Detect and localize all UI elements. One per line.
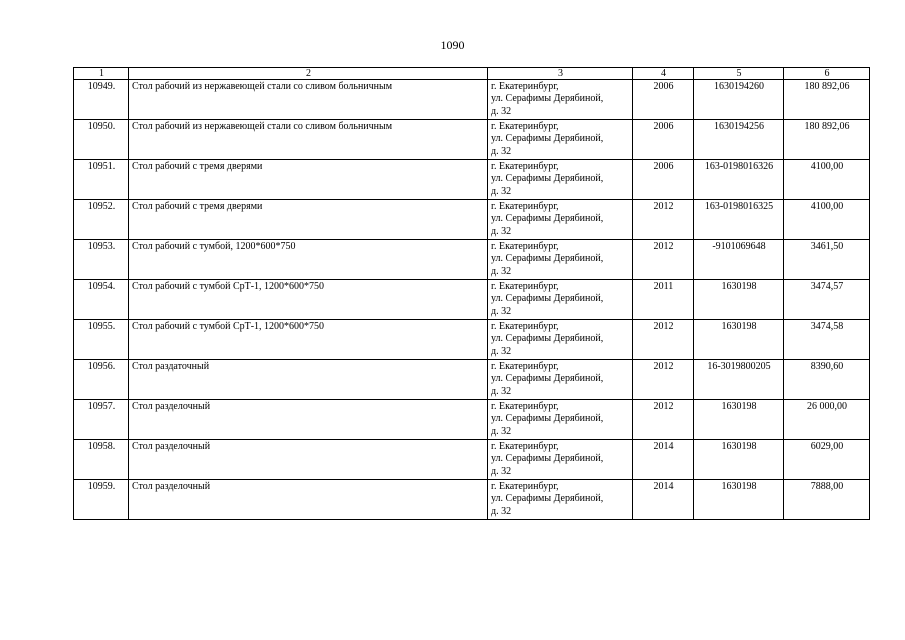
table-body	[74, 80, 870, 520]
cost-cell: 6029,00	[784, 440, 870, 480]
address-line: д. 32	[491, 305, 512, 317]
row-number-cell: 10952.	[74, 200, 129, 240]
address-line: д. 32	[491, 425, 512, 437]
address-cell	[488, 80, 633, 120]
cost-cell: 3474,57	[784, 280, 870, 320]
inventory-number-cell: 1630198	[694, 480, 784, 520]
address-line: ул. Серафимы Дерябиной,	[491, 373, 604, 385]
cost-cell: 26 000,00	[784, 400, 870, 440]
item-name-cell: Стол рабочий из нержавеющей стали со сливом больничным	[129, 120, 488, 160]
table-row	[74, 480, 870, 520]
year-cell: 2006	[633, 120, 694, 160]
address-line: ул. Серафимы Дерябиной,	[491, 493, 604, 505]
cost-cell: 4100,00	[784, 160, 870, 200]
address-line: г. Екатеринбург,	[491, 241, 559, 252]
address-line: г. Екатеринбург,	[491, 201, 559, 212]
inventory-number-cell: -9101069648	[694, 240, 784, 280]
row-number-cell: 10957.	[74, 400, 129, 440]
address-line: ул. Серафимы Дерябиной,	[491, 173, 604, 185]
item-name-cell: Стол рабочий с тумбой, 1200*600*750	[129, 240, 488, 280]
row-number-cell: 10956.	[74, 360, 129, 400]
inventory-number-cell: 1630194260	[694, 80, 784, 120]
inventory-number-cell: 1630198	[694, 440, 784, 480]
item-name-cell: Стол разделочный	[129, 480, 488, 520]
row-number-cell: 10950.	[74, 120, 129, 160]
property-registry-table	[73, 67, 870, 520]
address-line: ул. Серафимы Дерябиной,	[491, 333, 604, 345]
table-header-row	[74, 68, 870, 80]
table-row	[74, 320, 870, 360]
year-cell: 2014	[633, 480, 694, 520]
address-line: д. 32	[491, 145, 512, 157]
address-line: г. Екатеринбург,	[491, 441, 559, 452]
column-header: 6	[784, 68, 870, 80]
year-cell: 2014	[633, 440, 694, 480]
address-line: д. 32	[491, 505, 512, 517]
year-cell: 2012	[633, 320, 694, 360]
inventory-number-cell: 1630198	[694, 320, 784, 360]
address-line: г. Екатеринбург,	[491, 401, 559, 412]
year-cell: 2012	[633, 400, 694, 440]
inventory-number-cell: 163-0198016326	[694, 160, 784, 200]
address-cell	[488, 240, 633, 280]
column-header: 3	[488, 68, 633, 80]
item-name-cell: Стол разделочный	[129, 440, 488, 480]
cost-cell: 8390,60	[784, 360, 870, 400]
address-cell	[488, 160, 633, 200]
address-cell	[488, 280, 633, 320]
address-cell	[488, 480, 633, 520]
row-number-cell: 10958.	[74, 440, 129, 480]
address-cell	[488, 400, 633, 440]
address-line: г. Екатеринбург,	[491, 161, 559, 172]
inventory-number-cell: 1630194256	[694, 120, 784, 160]
cost-cell: 7888,00	[784, 480, 870, 520]
address-line: д. 32	[491, 225, 512, 237]
item-name-cell: Стол рабочий с тумбой СрТ-1, 1200*600*750	[129, 320, 488, 360]
row-number-cell: 10949.	[74, 80, 129, 120]
table-row	[74, 280, 870, 320]
row-number-cell: 10955.	[74, 320, 129, 360]
table-row	[74, 120, 870, 160]
address-line: г. Екатеринбург,	[491, 281, 559, 292]
item-name-cell: Стол рабочий с тремя дверями	[129, 160, 488, 200]
address-line: д. 32	[491, 345, 512, 357]
address-line: ул. Серафимы Дерябиной,	[491, 213, 604, 225]
cost-cell: 180 892,06	[784, 120, 870, 160]
year-cell: 2006	[633, 160, 694, 200]
table-row	[74, 400, 870, 440]
table-row	[74, 200, 870, 240]
item-name-cell: Стол рабочий с тумбой СрТ-1, 1200*600*750	[129, 280, 488, 320]
address-cell	[488, 200, 633, 240]
page-number: 1090	[440, 38, 465, 52]
year-cell: 2006	[633, 80, 694, 120]
address-line: ул. Серафимы Дерябиной,	[491, 293, 604, 305]
address-line: д. 32	[491, 185, 512, 197]
address-line: д. 32	[491, 465, 512, 477]
address-line: г. Екатеринбург,	[491, 321, 559, 332]
address-line: г. Екатеринбург,	[491, 81, 559, 92]
inventory-number-cell: 163-0198016325	[694, 200, 784, 240]
row-number-cell: 10953.	[74, 240, 129, 280]
year-cell: 2012	[633, 360, 694, 400]
inventory-number-cell: 1630198	[694, 400, 784, 440]
row-number-cell: 10951.	[74, 160, 129, 200]
address-cell	[488, 120, 633, 160]
address-line: г. Екатеринбург,	[491, 361, 559, 372]
table-row	[74, 160, 870, 200]
address-line: ул. Серафимы Дерябиной,	[491, 93, 604, 105]
address-line: д. 32	[491, 105, 512, 117]
table-row	[74, 360, 870, 400]
address-line: г. Екатеринбург,	[491, 481, 559, 492]
column-header: 1	[74, 68, 129, 80]
row-number-cell: 10959.	[74, 480, 129, 520]
year-cell: 2012	[633, 200, 694, 240]
address-line: д. 32	[491, 265, 512, 277]
address-line: ул. Серафимы Дерябиной,	[491, 413, 604, 425]
address-cell	[488, 440, 633, 480]
row-number-cell: 10954.	[74, 280, 129, 320]
column-header: 2	[129, 68, 488, 80]
item-name-cell: Стол раздаточный	[129, 360, 488, 400]
item-name-cell: Стол рабочий из нержавеющей стали со сливом больничным	[129, 80, 488, 120]
cost-cell: 3474,58	[784, 320, 870, 360]
address-line: ул. Серафимы Дерябиной,	[491, 133, 604, 145]
address-line: ул. Серафимы Дерябиной,	[491, 453, 604, 465]
table-row	[74, 80, 870, 120]
year-cell: 2011	[633, 280, 694, 320]
address-line: д. 32	[491, 385, 512, 397]
inventory-number-cell: 1630198	[694, 280, 784, 320]
item-name-cell: Стол разделочный	[129, 400, 488, 440]
address-cell	[488, 320, 633, 360]
cost-cell: 3461,50	[784, 240, 870, 280]
table-row	[74, 240, 870, 280]
cost-cell: 4100,00	[784, 200, 870, 240]
column-header: 4	[633, 68, 694, 80]
item-name-cell: Стол рабочий с тремя дверями	[129, 200, 488, 240]
address-line: г. Екатеринбург,	[491, 121, 559, 132]
column-header: 5	[694, 68, 784, 80]
cost-cell: 180 892,06	[784, 80, 870, 120]
inventory-number-cell: 16-3019800205	[694, 360, 784, 400]
address-cell	[488, 360, 633, 400]
table-row	[74, 440, 870, 480]
address-line: ул. Серафимы Дерябиной,	[491, 253, 604, 265]
year-cell: 2012	[633, 240, 694, 280]
